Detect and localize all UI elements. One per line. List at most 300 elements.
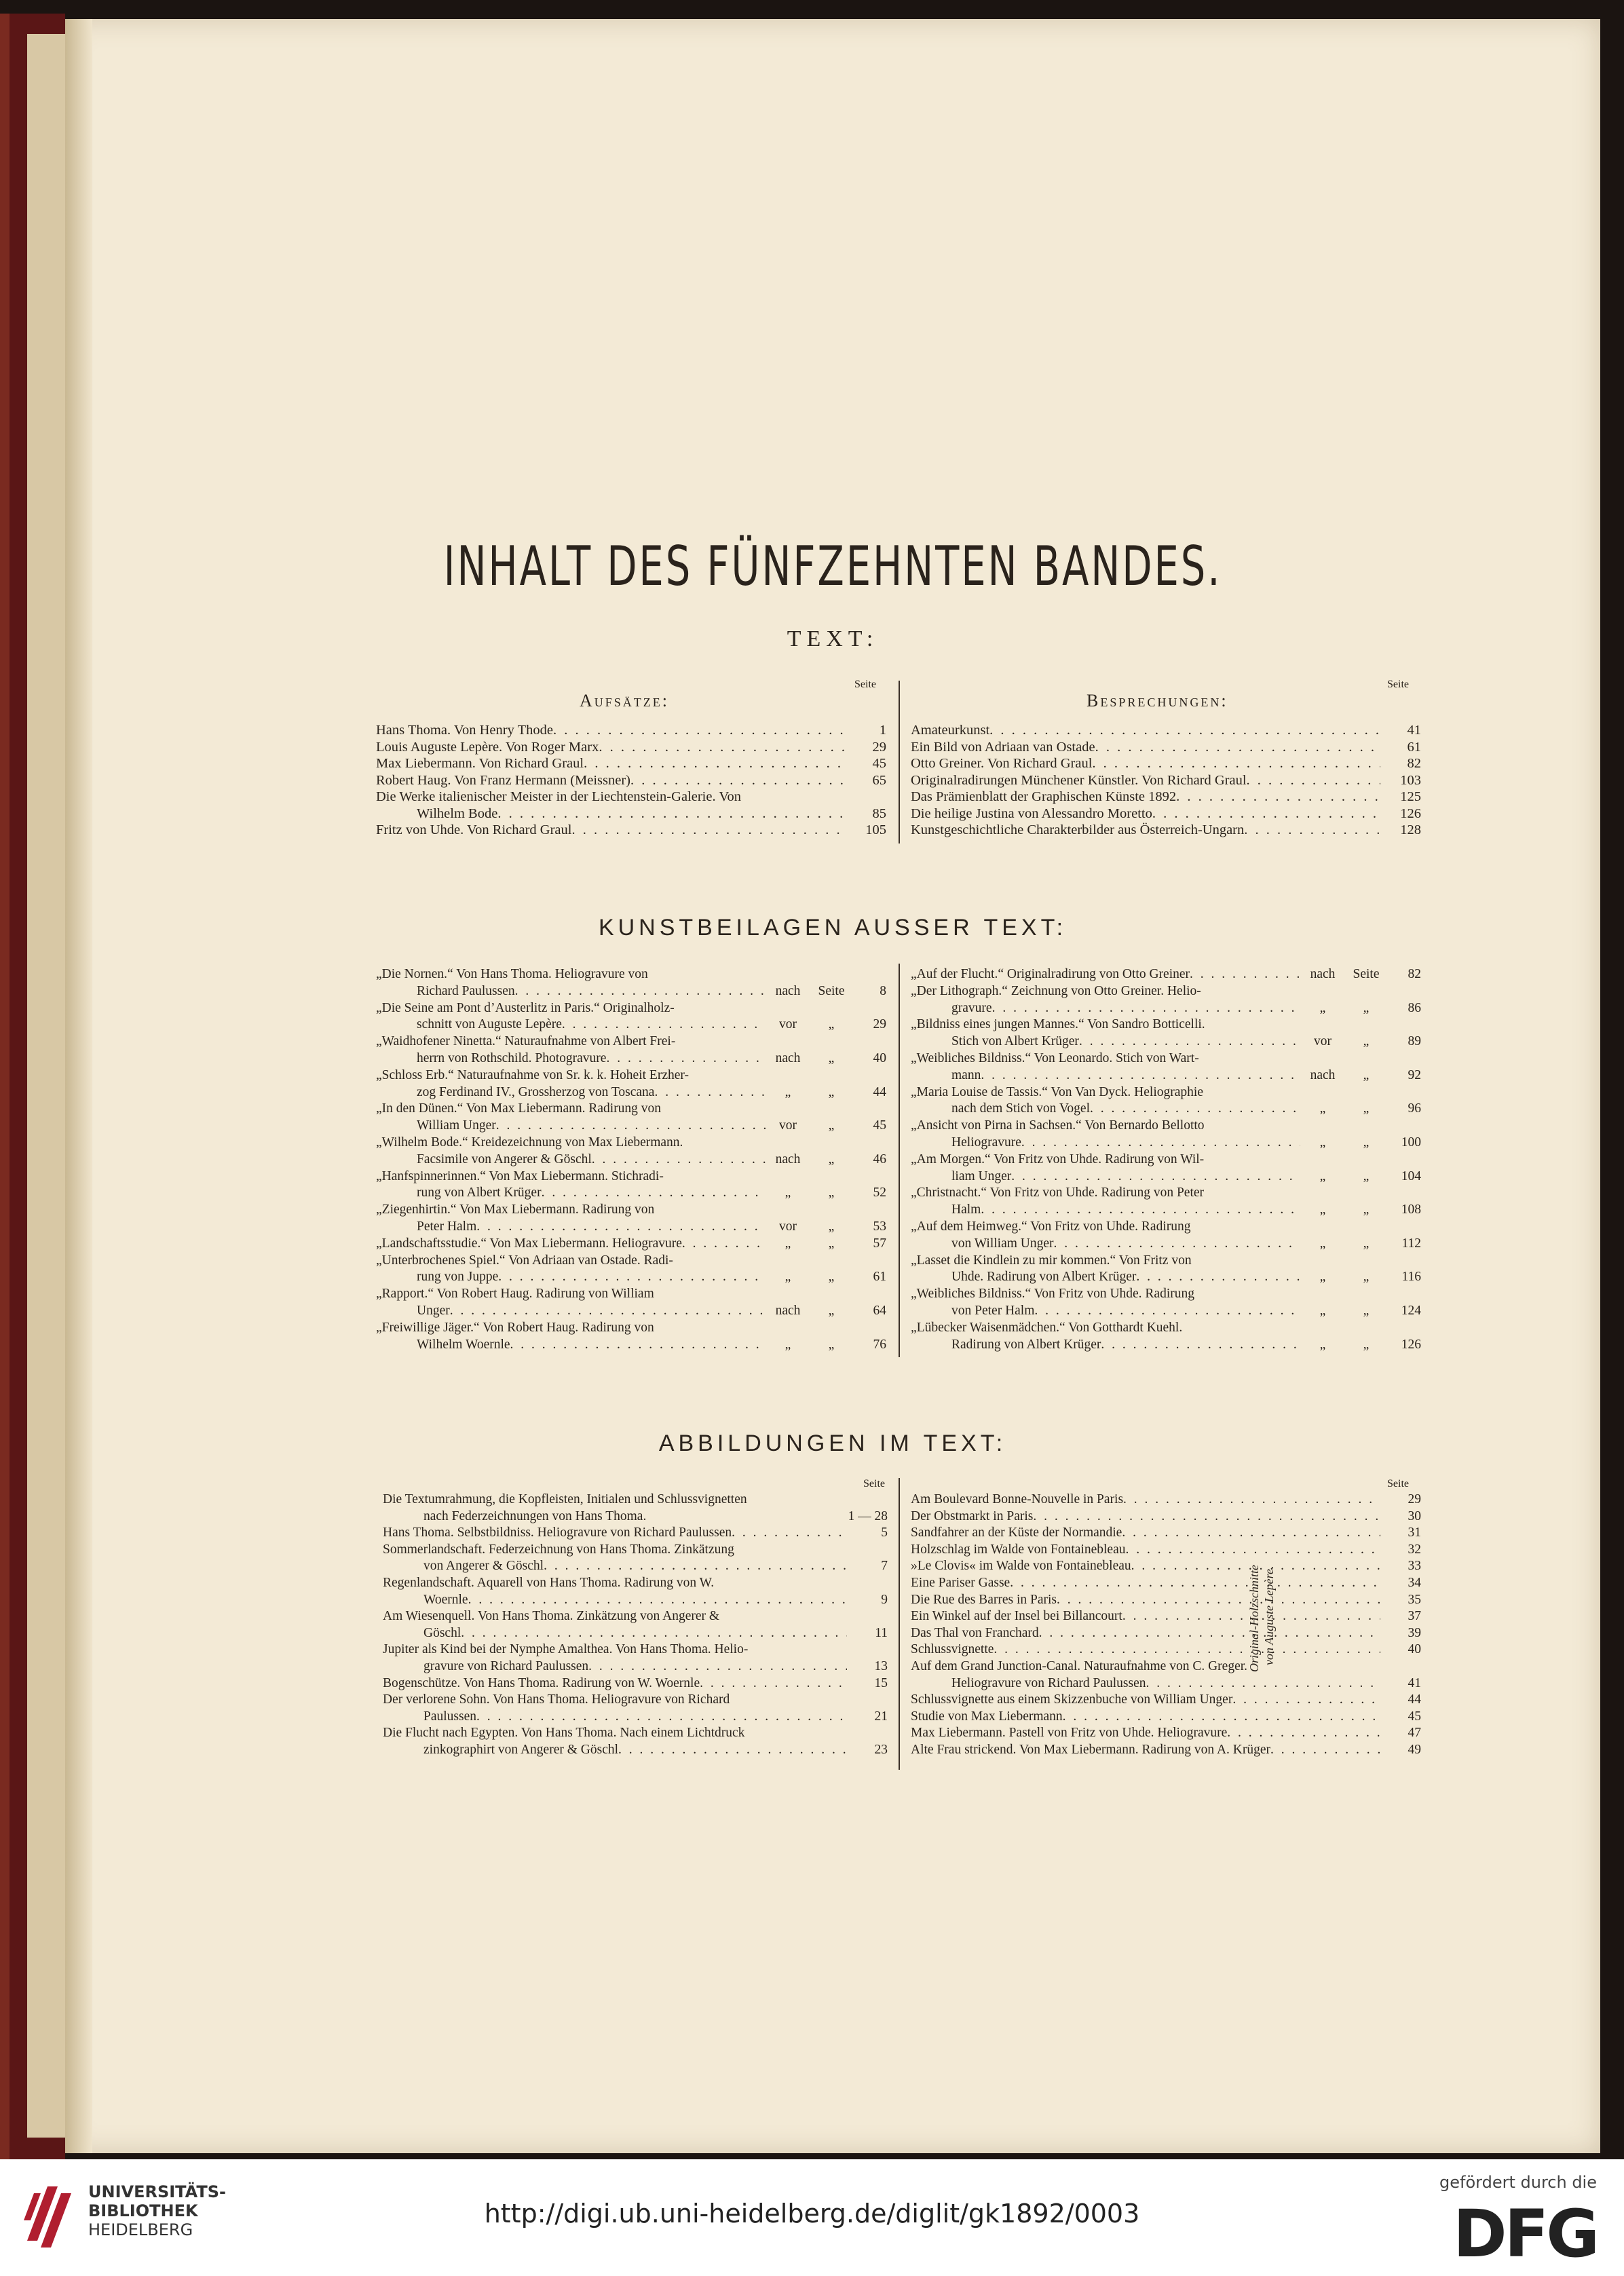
plate-entry-text: Facsimile von Angerer & Göschl xyxy=(417,1152,592,1167)
toc-entry-page: 65 xyxy=(872,772,886,788)
plate-entry-text: „Bildniss eines jungen Mannes.“ Von Sandro Botticelli. xyxy=(911,1017,1205,1032)
toc-entry xyxy=(911,1725,1421,1742)
brace-label-line2: von Auguste Lepère. xyxy=(1262,1566,1276,1665)
plate-position: „ xyxy=(1319,1202,1326,1217)
dfg-logo: DFG xyxy=(1452,2196,1597,2272)
toc-entry xyxy=(383,1542,888,1559)
plate-page xyxy=(1387,1253,1421,1270)
toc-entry-page: 5 xyxy=(881,1525,888,1540)
plate-entry-text: Richard Paulussen xyxy=(417,983,515,998)
plate-position xyxy=(766,1169,810,1186)
leader-dots xyxy=(606,1050,766,1067)
seite-label-abb-right: Seite xyxy=(1387,1478,1409,1490)
leader-dots xyxy=(542,1185,766,1202)
leader-dots xyxy=(1034,1303,1300,1320)
plate-position xyxy=(1300,1320,1345,1337)
plate-seite-mark: „ xyxy=(1363,1169,1370,1183)
plate-position: „ xyxy=(1319,1303,1326,1318)
plate-page: 89 xyxy=(1408,1034,1421,1049)
plate-entry-text: zog Ferdinand IV., Grossherzog von Toscana xyxy=(417,1084,655,1099)
toc-entry-text: Kunstgeschichtliche Charakterbilder aus Österreich-Ungarn xyxy=(911,822,1245,837)
leader-dots xyxy=(1063,1709,1380,1726)
toc-entry-page: 33 xyxy=(1408,1559,1421,1574)
funded-by-text: gefördert durch die xyxy=(1439,2173,1597,2192)
plate-entry xyxy=(376,1320,886,1337)
plate-entry-text: „Die Nornen.“ Von Hans Thoma. Heliogravure von xyxy=(376,967,648,981)
toc-entry-page xyxy=(847,1725,888,1742)
toc-entry-text: Sommerlandschaft. Federzeichnung von Hans Thoma. Zinkätzung xyxy=(383,1542,734,1557)
toc-entry-text: Das Thal von Franchard xyxy=(911,1625,1039,1640)
plate-entry-text: Stich von Albert Krüger xyxy=(951,1034,1079,1049)
toc-entry xyxy=(911,1492,1421,1509)
plate-seite-mark xyxy=(810,1202,852,1219)
plate-seite-mark xyxy=(810,1320,852,1337)
page-gutter xyxy=(65,19,92,2153)
plate-entry xyxy=(911,1269,1421,1286)
spacer xyxy=(1204,1185,1300,1202)
toc-entry-text: Amateurkunst xyxy=(911,723,990,738)
plate-seite-mark xyxy=(1345,1050,1387,1067)
toc-entry xyxy=(383,1709,888,1726)
toc-entry-page: 29 xyxy=(1408,1492,1421,1506)
university-line-2: BIBLIOTHEK xyxy=(88,2201,198,2220)
plate-seite-mark: „ xyxy=(1363,1101,1370,1116)
toc-entry xyxy=(383,1725,888,1742)
plate-entry-text: schnitt von Auguste Lepère xyxy=(417,1017,562,1032)
toc-entry-text: Am Wiesenquell. Von Hans Thoma. Zinkätzung von Angerer & xyxy=(383,1609,720,1624)
leader-dots xyxy=(1146,1675,1380,1692)
toc-entry xyxy=(911,772,1421,789)
leader-dots xyxy=(1054,1236,1301,1253)
kunstbeilagen-left-list xyxy=(376,966,886,1353)
plate-entry xyxy=(911,1202,1421,1219)
toc-entry-page xyxy=(847,1575,888,1592)
plate-entry-text: William Unger xyxy=(417,1118,496,1133)
toc-entry xyxy=(911,1642,1421,1658)
plate-position xyxy=(766,1101,810,1118)
toc-entry-text: Die Werke italienischer Meister in der Liechtenstein-Galerie. Von xyxy=(376,789,741,804)
plate-position: „ xyxy=(1319,1337,1326,1352)
plate-entry xyxy=(911,1169,1421,1186)
leader-dots xyxy=(1039,1625,1380,1642)
leader-dots xyxy=(496,1118,766,1135)
toc-entry xyxy=(911,1542,1421,1559)
plate-entry-text: „Weibliches Bildniss.“ Von Fritz von Uhde. Radirung xyxy=(911,1287,1195,1302)
toc-entry-page: 47 xyxy=(1408,1726,1421,1741)
plate-entry xyxy=(376,1000,886,1017)
plate-position xyxy=(766,1000,810,1017)
plate-seite-mark: „ xyxy=(828,1152,835,1167)
leader-dots xyxy=(1090,1101,1300,1118)
toc-entry xyxy=(911,1525,1421,1542)
plate-entry xyxy=(376,983,886,1000)
plate-page: 86 xyxy=(1408,1000,1421,1015)
plate-entry-text: „Lasset die Kindlein zu mir kommen.“ Von Fritz von xyxy=(911,1253,1192,1268)
plate-page xyxy=(1387,1118,1421,1135)
plate-entry xyxy=(376,1269,886,1286)
plate-entry xyxy=(911,1303,1421,1320)
plate-seite-mark: Seite xyxy=(1353,967,1380,981)
toc-entry-text: nach Federzeichnungen von Hans Thoma. xyxy=(423,1509,647,1523)
leader-dots xyxy=(476,1219,766,1236)
leader-dots xyxy=(1033,1509,1380,1525)
leader-dots xyxy=(992,1000,1300,1017)
plate-page xyxy=(1387,1084,1421,1101)
toc-entry xyxy=(383,1558,888,1575)
toc-entry xyxy=(911,1709,1421,1726)
spacer xyxy=(747,1492,847,1509)
spacer xyxy=(664,1169,766,1186)
toc-entry-page: 37 xyxy=(1408,1609,1421,1624)
plate-entry-text: nach dem Stich von Vogel xyxy=(951,1101,1091,1116)
seite-label-right: Seite xyxy=(1387,679,1409,690)
plate-entry-text: Wilhelm Woernle xyxy=(417,1337,510,1352)
plate-seite-mark: „ xyxy=(1363,1034,1370,1049)
plate-seite-mark xyxy=(1345,1253,1387,1270)
toc-entry-page: 35 xyxy=(1408,1592,1421,1607)
plate-position: vor xyxy=(779,1118,797,1133)
toc-entry-text: Bogenschütze. Von Hans Thoma. Radirung von W. Woernle xyxy=(383,1675,700,1690)
leader-dots xyxy=(498,1269,766,1286)
leader-dots xyxy=(468,1592,847,1609)
toc-entry-text: Robert Haug. Von Franz Hermann (Meissner) xyxy=(376,772,630,788)
toc-entry-page: 41 xyxy=(1407,723,1421,738)
plate-seite-mark xyxy=(810,1000,852,1017)
plate-position xyxy=(766,966,810,983)
plate-page: 92 xyxy=(1408,1067,1421,1082)
leader-dots xyxy=(1152,805,1380,822)
plate-seite-mark xyxy=(1345,1286,1387,1303)
toc-entry-page: 105 xyxy=(865,822,886,837)
plate-page xyxy=(852,1169,886,1186)
plate-entry xyxy=(911,1152,1421,1169)
toc-entry xyxy=(911,1558,1421,1575)
plate-entry xyxy=(911,966,1421,983)
spacer xyxy=(1194,1286,1300,1303)
plate-entry xyxy=(376,1033,886,1050)
leader-dots xyxy=(1270,1742,1380,1759)
plate-position: nach xyxy=(1310,967,1336,981)
spacer xyxy=(648,966,766,983)
plate-seite-mark xyxy=(1345,1152,1387,1169)
leader-dots xyxy=(1011,1169,1300,1186)
spacer xyxy=(1205,1017,1300,1033)
leader-dots xyxy=(1190,966,1300,983)
plate-page xyxy=(1387,1017,1421,1033)
leader-dots xyxy=(1123,1492,1380,1509)
toc-entry-page: 126 xyxy=(1400,805,1421,821)
leader-dots xyxy=(1095,739,1380,756)
plate-entry xyxy=(911,1185,1421,1202)
plate-entry xyxy=(376,1202,886,1219)
plate-seite-mark xyxy=(1345,1017,1387,1033)
plate-position xyxy=(766,1286,810,1303)
leader-dots xyxy=(476,1709,847,1726)
spacer xyxy=(714,1575,847,1592)
toc-entry-text: Am Boulevard Bonne-Nouvelle in Paris xyxy=(911,1492,1124,1506)
plate-entry-text: „Am Morgen.“ Von Fritz von Uhde. Radirung von Wil- xyxy=(911,1152,1205,1167)
besprechungen-heading: Besprechungen: xyxy=(1087,691,1228,710)
plate-seite-mark: Seite xyxy=(818,983,845,998)
toc-entry-page: 45 xyxy=(1408,1709,1421,1724)
plate-page xyxy=(852,1286,886,1303)
toc-entry-page: 44 xyxy=(1408,1692,1421,1707)
leader-dots xyxy=(682,1236,766,1253)
abbildungen-left-list xyxy=(383,1492,888,1759)
plate-seite-mark xyxy=(1345,1084,1387,1101)
toc-entry xyxy=(376,755,886,772)
spacer xyxy=(1192,1253,1300,1270)
plate-position xyxy=(766,1033,810,1050)
plate-position: „ xyxy=(1319,1270,1326,1285)
toc-entry-text: Die Textumrahmung, die Kopfleisten, Initialen und Schlussvignetten xyxy=(383,1492,747,1506)
plate-entry xyxy=(911,1101,1421,1118)
plate-seite-mark: „ xyxy=(1363,1067,1370,1082)
plate-position xyxy=(766,1320,810,1337)
plate-seite-mark: „ xyxy=(828,1118,835,1133)
spacer xyxy=(1205,1118,1300,1135)
plate-page xyxy=(852,1320,886,1337)
plate-entry-text: Uhde. Radirung von Albert Krüger xyxy=(951,1270,1137,1285)
aufsaetze-heading: Aufsätze: xyxy=(580,691,670,710)
plate-seite-mark xyxy=(810,1067,852,1084)
plate-seite-mark xyxy=(810,966,852,983)
spacer xyxy=(1204,1152,1300,1169)
toc-entry-text: Alte Frau strickend. Von Max Liebermann. Radirung von A. Krüger xyxy=(911,1742,1271,1757)
spacer xyxy=(748,1642,847,1658)
toc-entry-page: 1 — 28 xyxy=(848,1509,888,1523)
page-url-link[interactable]: http://digi.ub.uni-heidelberg.de/diglit/gk1892/0003 xyxy=(484,2199,1140,2228)
plate-entry-text: herrn von Rothschild. Photogravure xyxy=(417,1050,607,1065)
plate-position xyxy=(1300,1118,1345,1135)
toc-entry-text: Louis Auguste Lepère. Von Roger Marx xyxy=(376,739,599,755)
plate-seite-mark xyxy=(810,1101,852,1118)
plate-position: „ xyxy=(785,1337,791,1352)
plate-page xyxy=(852,1135,886,1152)
plate-position xyxy=(1300,1017,1345,1033)
plate-entry-text: Heliogravure xyxy=(951,1135,1021,1150)
spacer xyxy=(646,1509,827,1525)
plate-page xyxy=(852,1067,886,1084)
toc-entry-page xyxy=(847,1642,888,1658)
leader-dots xyxy=(510,1337,766,1354)
plate-position: nach xyxy=(775,1152,801,1167)
toc-entry-page: 13 xyxy=(874,1658,888,1673)
plate-position: nach xyxy=(775,983,801,998)
toc-entry xyxy=(376,805,886,822)
plate-page xyxy=(1387,1185,1421,1202)
plate-seite-mark: „ xyxy=(828,1219,835,1234)
toc-entry-text: Die Rue des Barres in Paris xyxy=(911,1592,1057,1607)
plate-entry-text: „Unterbrochenes Spiel.“ Von Adriaan van Ostade. Radi- xyxy=(376,1253,673,1268)
toc-entry-text: Schlussvignette aus einem Skizzenbuche von William Unger xyxy=(911,1692,1233,1707)
plate-entry xyxy=(376,1135,886,1152)
leader-dots xyxy=(618,1742,847,1759)
toc-entry xyxy=(383,1608,888,1625)
toc-entry-text: Die Flucht nach Egypten. Von Hans Thoma. Nach einem Lichtdruck xyxy=(383,1726,745,1741)
plate-seite-mark: „ xyxy=(1363,1337,1370,1352)
kunstbeilagen-heading: KUNSTBEILAGEN AUSSER TEXT: xyxy=(598,915,1068,941)
spacer xyxy=(654,1320,766,1337)
leader-dots xyxy=(592,1152,766,1169)
footer-bar xyxy=(0,2159,1624,2276)
plate-page: 116 xyxy=(1401,1270,1421,1285)
toc-entry-text: Der verlorene Sohn. Von Hans Thoma. Heliogravure von Richard xyxy=(383,1692,730,1707)
plate-entry-text: Halm xyxy=(951,1202,981,1217)
toc-entry-text: Ein Winkel auf der Insel bei Billancourt xyxy=(911,1609,1122,1624)
toc-entry-page: 40 xyxy=(1408,1642,1421,1657)
plate-position xyxy=(766,1202,810,1219)
toc-entry-page: 82 xyxy=(1407,756,1421,771)
plate-seite-mark: „ xyxy=(1363,1236,1370,1251)
spacer xyxy=(741,789,846,805)
plate-page xyxy=(1387,1286,1421,1303)
plate-page xyxy=(1387,1050,1421,1067)
plate-position: vor xyxy=(779,1017,797,1032)
plate-entry xyxy=(376,966,886,983)
leader-dots xyxy=(1176,789,1380,805)
plate-page: 126 xyxy=(1401,1337,1421,1352)
plate-entry xyxy=(911,1135,1421,1152)
spacer xyxy=(675,1000,766,1017)
plate-page xyxy=(1387,1320,1421,1337)
leader-dots xyxy=(1010,1575,1380,1592)
toc-entry-page xyxy=(847,1692,888,1709)
spacer xyxy=(661,1101,766,1118)
spacer xyxy=(1201,983,1300,1000)
spacer xyxy=(675,1033,766,1050)
toc-entry-page: 21 xyxy=(874,1709,888,1724)
toc-entry-text: Ein Bild von Adriaan van Ostade xyxy=(911,739,1095,755)
plate-entry xyxy=(376,1185,886,1202)
plate-seite-mark xyxy=(810,1169,852,1186)
toc-entry xyxy=(383,1509,888,1525)
plate-entry xyxy=(911,1118,1421,1135)
plate-seite-mark: „ xyxy=(828,1050,835,1065)
toc-entry-page xyxy=(847,1492,888,1509)
toc-entry-text: Eine Pariser Gasse xyxy=(911,1575,1011,1590)
text-section-heading: TEXT: xyxy=(787,626,879,651)
toc-entry-page: 15 xyxy=(874,1675,888,1690)
plate-entry-text: rung von Juppe xyxy=(417,1270,499,1285)
plate-page xyxy=(852,1101,886,1118)
toc-entry-text: Max Liebermann. Pastell von Fritz von Uhde. Heliogravure xyxy=(911,1726,1228,1741)
plate-page xyxy=(852,1033,886,1050)
plate-entry-text: liam Unger xyxy=(951,1169,1012,1183)
plate-entry xyxy=(376,1118,886,1135)
toc-entry-text: Originalradirungen Münchener Künstler. Von Richard Graul xyxy=(911,772,1247,788)
toc-entry xyxy=(383,1492,888,1509)
plate-seite-mark xyxy=(1345,1219,1387,1236)
plate-page: 44 xyxy=(873,1084,886,1099)
plate-position xyxy=(1300,1219,1345,1236)
toc-entry xyxy=(911,1625,1421,1642)
plate-page: 76 xyxy=(873,1337,886,1352)
cover-edge xyxy=(0,14,10,2159)
toc-entry xyxy=(911,1675,1421,1692)
plate-page: 64 xyxy=(873,1303,886,1318)
leader-dots xyxy=(1101,1337,1300,1354)
toc-entry xyxy=(383,1675,888,1692)
leader-dots xyxy=(700,1675,847,1692)
toc-entry-text: Jupiter als Kind bei der Nymphe Amalthea. Von Hans Thoma. Helio- xyxy=(383,1642,749,1657)
plate-position xyxy=(766,1253,810,1270)
plate-entry-text: Peter Halm xyxy=(417,1219,477,1234)
plate-seite-mark: „ xyxy=(1363,1303,1370,1318)
toc-entry-page xyxy=(1380,1658,1421,1675)
leader-dots xyxy=(732,1525,847,1542)
toc-entry-page: 103 xyxy=(1400,772,1421,788)
plate-entry xyxy=(911,1320,1421,1337)
plate-position xyxy=(1300,1286,1345,1303)
page-title: INHALT DES FÜNFZEHNTEN BANDES. xyxy=(443,535,1222,598)
toc-entry xyxy=(911,1742,1421,1759)
plate-page: 46 xyxy=(873,1152,886,1167)
plate-entry xyxy=(911,1000,1421,1017)
plate-position: vor xyxy=(1314,1034,1332,1049)
plate-position xyxy=(766,1067,810,1084)
toc-entry-text: Wilhelm Bode xyxy=(417,805,498,821)
plate-entry-text: „Maria Louise de Tassis.“ Von Van Dyck. Heliographie xyxy=(911,1084,1203,1099)
toc-entry-text: Paulussen xyxy=(423,1709,476,1724)
toc-entry-text: zinkographirt von Angerer & Göschl xyxy=(423,1742,619,1757)
spacer xyxy=(673,1253,766,1270)
abbildungen-heading: ABBILDUNGEN IM TEXT: xyxy=(658,1430,1007,1456)
plate-entry xyxy=(376,1067,886,1084)
toc-entry-page: 11 xyxy=(875,1625,888,1640)
spacer xyxy=(734,1542,847,1559)
plate-entry xyxy=(911,983,1421,1000)
plate-entry xyxy=(376,1337,886,1354)
plate-page xyxy=(852,1000,886,1017)
toc-entry-page: 49 xyxy=(1408,1742,1421,1757)
plate-page xyxy=(852,1253,886,1270)
plate-entry-text: mann xyxy=(951,1067,981,1082)
plate-position: „ xyxy=(1319,1169,1326,1183)
plate-seite-mark: „ xyxy=(1363,1000,1370,1015)
toc-entry xyxy=(383,1525,888,1542)
plate-entry-text: „Freiwillige Jäger.“ Von Robert Haug. Radirung von xyxy=(376,1320,654,1335)
toc-entry-page xyxy=(846,789,886,805)
leader-dots xyxy=(1232,1692,1380,1709)
toc-entry-text: »Le Clovis« im Walde von Fontainebleau xyxy=(911,1559,1131,1574)
toc-entry-page: 31 xyxy=(1408,1525,1421,1540)
plate-position: „ xyxy=(785,1084,791,1099)
plate-entry xyxy=(911,1286,1421,1303)
plate-seite-mark xyxy=(810,1135,852,1152)
plate-page xyxy=(1387,1219,1421,1236)
plate-seite-mark: „ xyxy=(1363,1135,1370,1150)
plate-entry xyxy=(376,1303,886,1320)
plate-position: vor xyxy=(779,1219,797,1234)
plate-seite-mark: „ xyxy=(828,1084,835,1099)
plate-position xyxy=(1300,1050,1345,1067)
plate-entry xyxy=(376,1050,886,1067)
toc-entry xyxy=(383,1592,888,1609)
plate-seite-mark xyxy=(810,1253,852,1270)
plate-entry-text: „In den Dünen.“ Von Max Liebermann. Radirung von xyxy=(376,1101,662,1116)
plate-position xyxy=(766,1135,810,1152)
toc-entry xyxy=(911,789,1421,805)
toc-entry-text: Fritz von Uhde. Von Richard Graul xyxy=(376,822,572,837)
toc-entry xyxy=(383,1642,888,1658)
toc-entry-text: Das Prämienblatt der Graphischen Künste 1892 xyxy=(911,789,1177,804)
plate-page xyxy=(1387,983,1421,1000)
leader-dots xyxy=(450,1303,766,1320)
plate-entry-text: gravure xyxy=(951,1000,992,1015)
plate-page: 100 xyxy=(1401,1135,1421,1150)
toc-entry xyxy=(383,1658,888,1675)
